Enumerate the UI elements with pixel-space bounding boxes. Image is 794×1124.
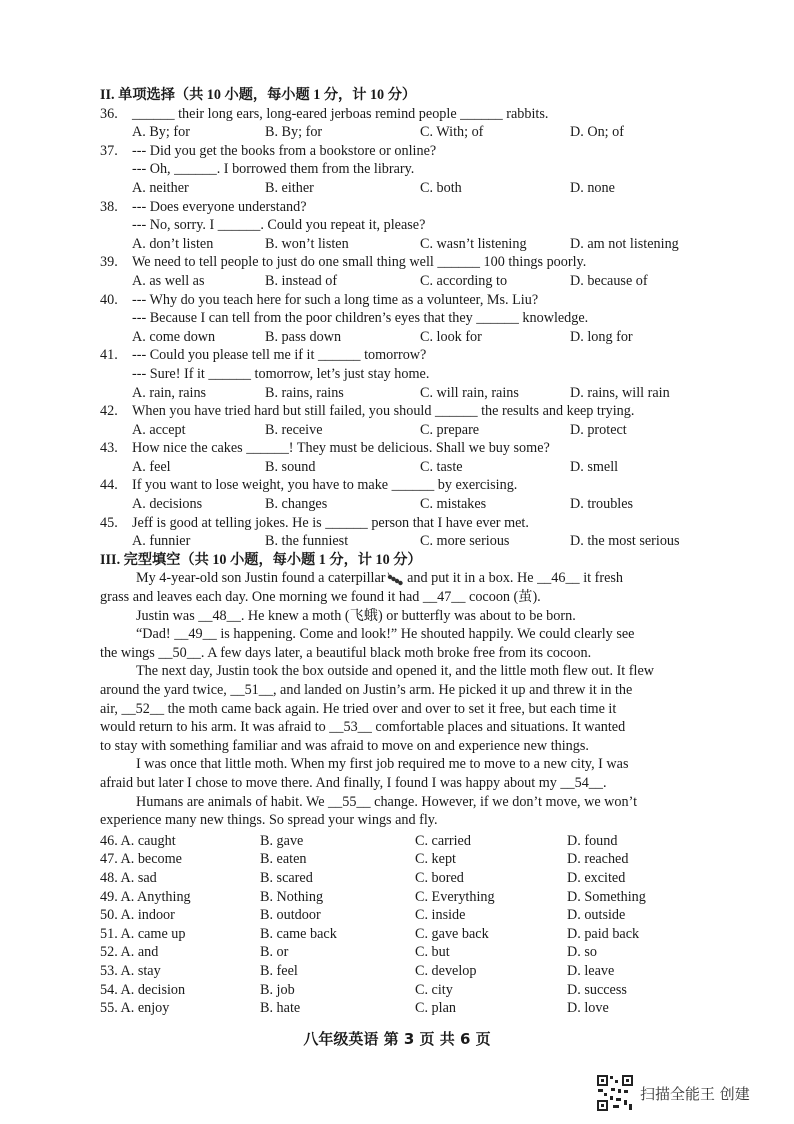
answer-option: C. taste (420, 458, 463, 475)
question-number: 36. (100, 105, 118, 122)
answer-option: C. prepare (420, 421, 480, 438)
question-line (100, 198, 700, 217)
cloze-option-row (100, 962, 700, 981)
cloze-option: B. outdoor (260, 907, 321, 924)
question-number: 42. (100, 403, 118, 420)
answer-option: A. feel (132, 458, 171, 475)
passage-line (100, 607, 700, 626)
question-text: If you want to lose weight, you have to make ______ by exercising. (132, 477, 518, 494)
cloze-option: B. eaten (260, 851, 307, 868)
answer-options (100, 272, 700, 291)
answer-options (100, 179, 700, 198)
answer-option: D. long for (570, 328, 633, 345)
cloze-option: C. plan (415, 1000, 456, 1017)
cloze-option: D. outside (567, 907, 626, 924)
cloze-option: C. develop (415, 962, 477, 979)
passage-line (100, 718, 700, 737)
cloze-option: B. came back (260, 925, 337, 942)
cloze-passage (100, 569, 700, 829)
question-line (100, 476, 700, 495)
cloze-option: C. city (415, 981, 453, 998)
question-text: We need to tell people to just do one small thing well ______ 100 things poorly. (132, 254, 587, 271)
question-text: How nice the cakes ______! They must be delicious. Shall we buy some? (132, 440, 550, 457)
question-text: When you have tried hard but still failed, you should ______ the results and keep trying. (132, 403, 635, 420)
question-number: 45. (100, 514, 118, 531)
cloze-option: 52. A. and (100, 944, 159, 961)
answer-option: A. don’t listen (132, 235, 214, 252)
answer-option: A. funnier (132, 533, 191, 550)
answer-option: B. rains, rains (265, 384, 344, 401)
cloze-option-row (100, 888, 700, 907)
cloze-option: B. job (260, 981, 295, 998)
cloze-option: B. feel (260, 962, 298, 979)
cloze-option-row (100, 981, 700, 1000)
answer-option: C. mistakes (420, 496, 487, 513)
cloze-option: D. found (567, 832, 618, 849)
answer-option: D. am not listening (570, 235, 679, 252)
passage-text: and put it in a box. He __46__ it fresh (403, 570, 623, 587)
answer-options (100, 421, 700, 440)
passage-text: to stay with something familiar and was afraid to move on and experience new things. (100, 737, 589, 754)
answer-options (100, 495, 700, 514)
question-text: ______ their long ears, long-eared jerboas remind people ______ rabbits. (132, 105, 549, 122)
passage-line (100, 811, 700, 830)
answer-option: B. changes (265, 496, 328, 513)
passage-text: “Dad! __49__ is happening. Come and look!” He shouted happily. We could clearly see (136, 626, 635, 643)
answer-option: D. protect (570, 421, 627, 438)
passage-text: would return to his arm. It was afraid to __53__ comfortable places and situations. It wanted (100, 719, 626, 736)
answer-option: B. sound (265, 458, 316, 475)
cloze-option-row (100, 943, 700, 962)
cloze-option: B. gave (260, 832, 304, 849)
passage-text: the wings __50__. A few days later, a beautiful black moth broke free from its cocoon. (100, 644, 592, 661)
cloze-option: 51. A. came up (100, 925, 186, 942)
answer-option: A. decisions (132, 496, 203, 513)
question-line (100, 291, 700, 310)
cloze-option: D. paid back (567, 925, 640, 942)
cloze-option: B. or (260, 944, 289, 961)
answer-options (100, 532, 700, 551)
question-text: --- Does everyone understand? (132, 198, 307, 215)
passage-text: Humans are animals of habit. We __55__ change. However, if we don’t move, we won’t (136, 793, 638, 810)
passage-text: around the yard twice, __51__, and landed on Justin’s arm. He picked it up and threw it in the (100, 682, 633, 698)
answer-option: C. both (420, 179, 462, 196)
passage-text: I was once that little moth. When my first job required me to move to a new city, I was (136, 756, 629, 773)
question-line (100, 365, 700, 384)
passage-text: grass and leaves each day. One morning we found it had __47__ cocoon (茧). (100, 589, 541, 606)
cloze-option: C. inside (415, 907, 466, 924)
cloze-option-row (100, 925, 700, 944)
cloze-option-row (100, 906, 700, 925)
answer-options (100, 123, 700, 142)
answer-option: B. pass down (265, 328, 342, 345)
answer-option: D. On; of (570, 124, 624, 141)
cloze-option-row (100, 869, 700, 888)
cloze-option: D. excited (567, 869, 626, 886)
question-text: --- Oh, ______. I borrowed them from the library. (132, 161, 415, 178)
scanner-watermark (596, 1074, 750, 1112)
cloze-option-row (100, 832, 700, 851)
answer-options (100, 458, 700, 477)
exam-page (100, 86, 700, 1018)
cloze-option: C. but (415, 944, 450, 961)
question-line (100, 216, 700, 235)
answer-option: C. wasn’t listening (420, 235, 527, 252)
cloze-option: 48. A. sad (100, 869, 157, 886)
question-text: --- Because I can tell from the poor children’s eyes that they ______ knowledge. (132, 310, 589, 327)
answer-option: C. With; of (420, 124, 484, 141)
question-line (100, 142, 700, 161)
cloze-option: B. scared (260, 869, 313, 886)
answer-option: A. rain, rains (132, 384, 207, 401)
cloze-option: D. so (567, 944, 597, 961)
question-text: --- Why do you teach here for such a long time as a volunteer, Ms. Liu? (132, 291, 539, 308)
answer-options (100, 328, 700, 347)
answer-option: B. either (265, 179, 314, 196)
passage-line (100, 681, 700, 700)
cloze-option: 47. A. become (100, 851, 182, 868)
answer-option: D. because of (570, 272, 648, 289)
question-text: --- Sure! If it ______ tomorrow, let’s just stay home. (132, 365, 430, 382)
cloze-option: D. love (567, 1000, 609, 1017)
passage-line (100, 588, 700, 607)
cloze-option: 50. A. indoor (100, 907, 175, 924)
question-text: --- Did you get the books from a bookstore or online? (132, 142, 437, 159)
answer-option: C. more serious (420, 533, 510, 550)
answer-option: C. look for (420, 328, 482, 345)
passage-line (100, 644, 700, 663)
question-text: --- Could you please tell me if it ______ tomorrow? (132, 347, 427, 364)
cloze-option: D. Something (567, 888, 646, 905)
cloze-option: C. gave back (415, 925, 489, 942)
question-line (100, 160, 700, 179)
answer-options (100, 384, 700, 403)
passage-text: afraid but later I chose to move there. And finally, I found I was happy about my __54__. (100, 774, 607, 791)
cloze-option: D. reached (567, 851, 629, 868)
passage-line (100, 662, 700, 681)
question-number: 40. (100, 291, 118, 308)
question-line (100, 253, 700, 272)
cloze-option: 49. A. Anything (100, 888, 191, 905)
passage-text: experience many new things. So spread your wings and fly. (100, 812, 438, 829)
answer-option: B. won’t listen (265, 235, 349, 252)
question-number: 43. (100, 440, 118, 457)
passage-line (100, 774, 700, 793)
section-3-title: III. 完型填空（共 10 小题，每小题 1 分，计 10 分） (100, 551, 422, 568)
passage-line (100, 755, 700, 774)
question-text: --- No, sorry. I ______. Could you repeat it, please? (132, 217, 426, 234)
question-number: 37. (100, 142, 118, 159)
section-2-title: II. 单项选择（共 10 小题，每小题 1 分，计 10 分） (100, 87, 417, 103)
passage-line (100, 793, 700, 812)
passage-line (100, 700, 700, 719)
answer-option: D. the most serious (570, 533, 680, 550)
question-line (100, 346, 700, 365)
answer-option: D. troubles (570, 496, 634, 513)
passage-line (100, 569, 700, 588)
question-number: 39. (100, 254, 118, 271)
caterpillar-icon (386, 572, 404, 586)
cloze-option: C. carried (415, 832, 471, 849)
question-line (100, 105, 700, 124)
answer-options (100, 235, 700, 254)
answer-option: B. receive (265, 421, 323, 438)
question-line (100, 402, 700, 421)
answer-option: C. will rain, rains (420, 384, 519, 401)
answer-option: B. the funniest (265, 533, 349, 550)
cloze-option: D. leave (567, 962, 615, 979)
answer-option: B. instead of (265, 272, 338, 289)
answer-option: A. as well as (132, 272, 205, 289)
passage-text: Justin was __48__. He knew a moth (飞蛾) or butterfly was about to be born. (136, 607, 576, 624)
multiple-choice-section (100, 105, 700, 551)
question-number: 38. (100, 198, 118, 215)
answer-option: A. By; for (132, 124, 190, 141)
question-line (100, 309, 700, 328)
answer-option: D. rains, will rain (570, 384, 670, 401)
cloze-option: 54. A. decision (100, 981, 186, 998)
answer-option: A. accept (132, 421, 186, 438)
cloze-option: C. kept (415, 851, 456, 868)
cloze-option: B. hate (260, 1000, 301, 1017)
answer-option: B. By; for (265, 124, 323, 141)
page-footer: 八年级英语 第 3 页 共 6 页 (303, 1030, 491, 1048)
answer-option: A. come down (132, 328, 216, 345)
cloze-option: 46. A. caught (100, 832, 176, 849)
cloze-option: D. success (567, 981, 627, 998)
cloze-option: B. Nothing (260, 888, 324, 905)
answer-option: C. according to (420, 272, 508, 289)
cloze-option-row (100, 850, 700, 869)
passage-line (100, 625, 700, 644)
cloze-options (100, 832, 700, 1018)
question-number: 44. (100, 477, 118, 494)
cloze-option: 53. A. stay (100, 962, 161, 979)
question-number: 41. (100, 347, 118, 364)
qr-code-icon (596, 1074, 634, 1112)
passage-text: My 4-year-old son Justin found a caterpillar (136, 570, 386, 587)
watermark-text: 扫描全能王 创建 (640, 1084, 750, 1103)
passage-text: The next day, Justin took the box outside and opened it, and the little moth flew out. It flew (136, 663, 655, 680)
answer-option: A. neither (132, 179, 189, 196)
question-text: Jeff is good at telling jokes. He is ______ person that I have ever met. (132, 514, 529, 531)
answer-option: D. smell (570, 458, 619, 475)
question-line (100, 514, 700, 533)
cloze-option-row (100, 999, 700, 1018)
question-line (100, 439, 700, 458)
cloze-option: 55. A. enjoy (100, 1000, 170, 1017)
passage-line (100, 737, 700, 756)
passage-text: air, __52__ the moth came back again. He tried over and over to set it free, but each time it (100, 700, 617, 717)
cloze-option: C. Everything (415, 888, 495, 905)
answer-option: D. none (570, 179, 615, 196)
cloze-option: C. bored (415, 869, 464, 886)
